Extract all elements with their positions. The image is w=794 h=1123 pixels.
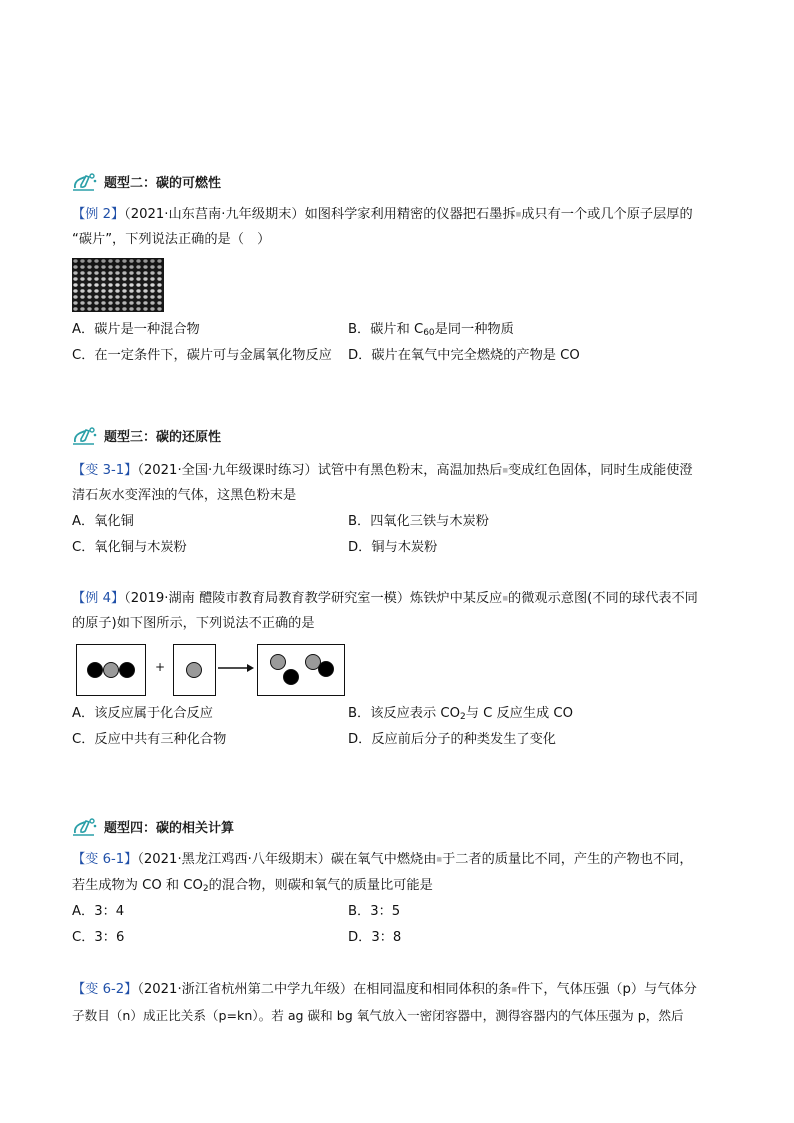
question-v61-line2: 若生成物为 CO 和 $CO_2$的混合物，则碳和氧气的质量比可能是 bbox=[72, 878, 433, 894]
section-heading-2 bbox=[72, 170, 221, 192]
watermark-mark: ■ bbox=[511, 986, 517, 993]
question-tag: 【变 3-1】 bbox=[72, 463, 138, 478]
black-atom bbox=[283, 669, 299, 685]
section-title: 题型四：碳的相关计算 bbox=[104, 820, 235, 836]
option-d: D．铜与木炭粉 bbox=[348, 540, 438, 555]
gray-atom bbox=[186, 662, 202, 678]
question-tag: 【例 2】 bbox=[72, 207, 125, 222]
question-v31-line1 bbox=[72, 461, 693, 481]
question-tag: 【变 6-2】 bbox=[72, 982, 138, 997]
option-c: C．氧化铜与木炭粉 bbox=[72, 540, 187, 555]
black-atom bbox=[318, 661, 334, 677]
section-heading-4 bbox=[72, 815, 234, 837]
question-ex2-line1 bbox=[72, 205, 693, 225]
question-v61-line1 bbox=[72, 850, 693, 870]
option-a: A．碳片是一种混合物 bbox=[72, 322, 200, 337]
flask-icon bbox=[72, 815, 98, 837]
question-tag: 【变 6-1】 bbox=[72, 852, 138, 867]
watermark-mark: ■ bbox=[502, 467, 508, 474]
black-atom bbox=[119, 662, 135, 678]
product-co-box bbox=[257, 644, 345, 696]
option-b: B．碳片和 $C_{60}$是同一种物质 bbox=[348, 322, 514, 338]
question-text: 变成红色固体，同时生成能使澄 bbox=[508, 463, 693, 478]
question-text: 的微观示意图(不同的球代表不同 bbox=[508, 591, 698, 606]
reaction-arrow-icon bbox=[216, 662, 256, 674]
question-ex4-line1 bbox=[72, 589, 698, 609]
option-d: D．碳片在氧气中完全燃烧的产物是 CO bbox=[348, 348, 580, 363]
gray-atom bbox=[270, 654, 286, 670]
option-b: B．3：5 bbox=[348, 904, 401, 919]
question-text: （2021·浙江省杭州第二中学九年级）在相同温度和相同体积的条 bbox=[137, 982, 512, 997]
watermark-mark: ■ bbox=[515, 211, 522, 218]
question-ex4-line2: 的原子)如下图所示，下列说法不正确的是 bbox=[72, 616, 315, 631]
plus-sign: + bbox=[155, 660, 166, 674]
option-b: B．该反应表示 $CO_2$与 C 反应生成 CO bbox=[348, 706, 573, 722]
section-title: 题型三：碳的还原性 bbox=[104, 429, 222, 445]
section-heading-3 bbox=[72, 424, 221, 446]
gray-atom bbox=[103, 662, 119, 678]
option-c: C．3：6 bbox=[72, 930, 125, 945]
watermark-mark: ■ bbox=[502, 595, 509, 602]
question-text: 于二者的质量比不同，产生的产物也不同， bbox=[442, 852, 693, 867]
question-v31-line2: 清石灰水变浑浊的气体，这黑色粉末是 bbox=[72, 488, 297, 503]
option-d: D．3：8 bbox=[348, 930, 402, 945]
question-v62-line2: 子数目（n）成正比关系（p=kn）。若 ag 碳和 bg 氧气放入一密闭容器中，测得容器内的气体压强为 p，然后 bbox=[72, 1008, 684, 1023]
reactant-co2-box bbox=[76, 644, 146, 696]
question-v62-line1 bbox=[72, 980, 697, 1000]
option-b: B．四氧化三铁与木炭粉 bbox=[348, 514, 489, 529]
question-text: （2021·山东莒南·九年级期末）如图科学家利用精密的仪器把石墨拆 bbox=[124, 207, 516, 222]
graphene-image bbox=[72, 258, 164, 312]
question-tag: 【例 4】 bbox=[72, 591, 125, 606]
question-text: （2021·全国·九年级课时练习）试管中有黑色粉末，高温加热后 bbox=[137, 463, 503, 478]
option-c: C．反应中共有三种化合物 bbox=[72, 732, 227, 747]
option-a: A．氧化铜 bbox=[72, 514, 134, 529]
option-c: C．在一定条件下，碳片可与金属氧化物反应 bbox=[72, 348, 332, 363]
option-a: A．3：4 bbox=[72, 904, 125, 919]
question-ex2-line2: “碳片”，下列说法正确的是（ ） bbox=[72, 232, 271, 247]
question-text: （2021·黑龙江鸡西·八年级期末）碳在氧气中燃烧由 bbox=[137, 852, 437, 867]
reactant-c-box bbox=[173, 644, 216, 696]
question-text: （2019·湖南 醴陵市教育局教育教学研究室一模）炼铁炉中某反应 bbox=[124, 591, 503, 606]
black-atom bbox=[87, 662, 103, 678]
watermark-mark: ■ bbox=[436, 856, 443, 863]
flask-icon bbox=[72, 424, 98, 446]
section-title: 题型二：碳的可燃性 bbox=[104, 175, 222, 191]
flask-icon bbox=[72, 170, 98, 192]
question-text: 件下，气体压强（p）与气体分 bbox=[517, 982, 697, 997]
option-a: A．该反应属于化合反应 bbox=[72, 706, 213, 721]
option-d: D．反应前后分子的种类发生了变化 bbox=[348, 732, 556, 747]
question-text: 成只有一个或几个原子层厚的 bbox=[521, 207, 693, 222]
